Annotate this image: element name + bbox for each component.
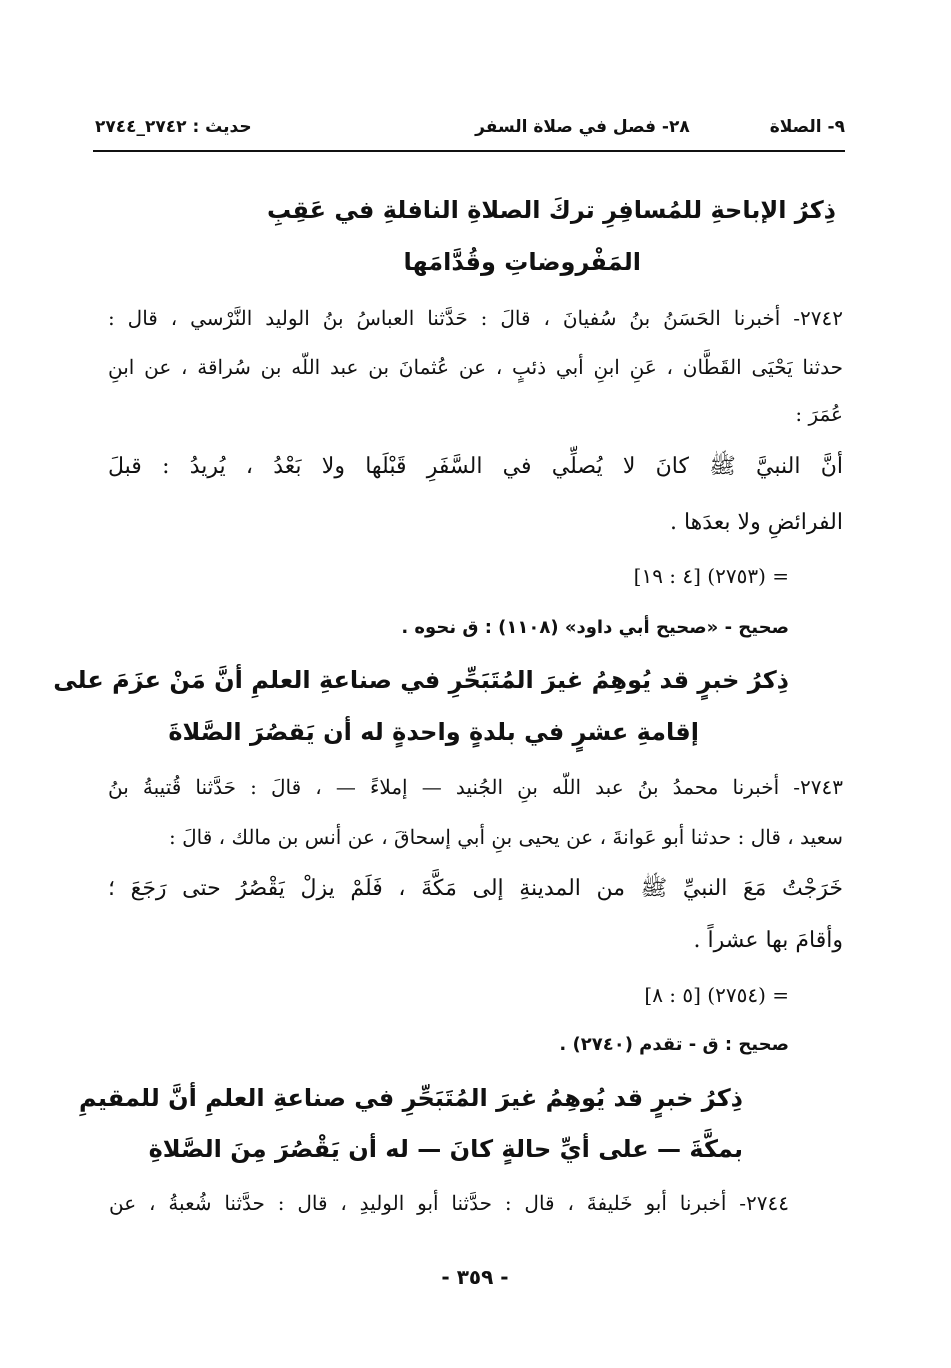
hadith-2743-matn-line-2: وأقامَ بها عشراً . bbox=[693, 928, 843, 953]
hadith-2743-isnad-line-2: سعيد ، قال : حدثنا أبو عَوانةَ ، عن يحيى بنِ أبي إسحاقَ ، عن أنس بن مالك ، قالَ : bbox=[169, 825, 843, 849]
header-section: ٢٨- فصل في صلاة السفر bbox=[475, 117, 690, 137]
chapter-heading-3-line-1: ذِكرُ خبرٍ قد يُوهِمُ غيرَ المُتَبَحِّرِ في صناعةِ العلمِ أنَّ للمقيمِ bbox=[79, 1084, 743, 1112]
hadith-2743-reference: = (٢٧٥٤) [٥ : ٨] bbox=[644, 983, 789, 1007]
hadith-2743-matn-line-1: خَرَجْتُ مَعَ النبيِّ ﷺ من المدينةِ إلى مَكَّةَ ، فَلَمْ يزلْ يَقْصُرُ حتى رَجَعَ ؛ bbox=[108, 876, 843, 901]
hadith-2742-matn-line-1: أنَّ النبيَّ ﷺ كانَ لا يُصلِّي في السَّفَرِ قَبْلَها ولا بَعْدُ ، يُريدُ : قبلَ bbox=[108, 454, 843, 479]
header-hadith-range: حديث : ٢٧٤٢_٢٧٤٤ bbox=[95, 117, 252, 137]
page-number: - ٣٥٩ - bbox=[441, 1265, 509, 1289]
chapter-heading-2-line-1: ذِكرُ خبرٍ قد يُوهِمُ غيرَ المُتَبَحِّرِ في صناعةِ العلمِ أنَّ مَنْ عزَمَ على bbox=[53, 666, 789, 694]
hadith-2742-isnad-line-2: حدثنا يَحْيَى القَطَّان ، عَنِ ابنِ أبي ذئبٍ ، عن عُثمانَ بن عبد اللّه بن سُراقة ، عن ابنِ bbox=[108, 355, 843, 379]
chapter-heading-2-line-2: إقامةِ عشرٍ في بلدةٍ واحدةٍ له أن يَقصُرَ الصَّلاةَ bbox=[168, 718, 699, 746]
chapter-heading-3-line-2: بمكَّةَ — على أيِّ حالةٍ كانَ — له أن يَقْصُرَ مِنَ الصَّلاةِ bbox=[148, 1135, 743, 1163]
hadith-2743-grade: صحيح : ق - تقدم (٢٧٤٠) . bbox=[559, 1034, 789, 1055]
hadith-2743-isnad-line-1: ٢٧٤٣- أخبرنا محمدُ بنُ عبد اللّه بنِ الجُنيد — إملاءً — ، قالَ : حَدَّثنا قُتيبةُ بنُ bbox=[108, 775, 843, 799]
header-chapter: ٩- الصلاة bbox=[769, 117, 845, 137]
hadith-2744-isnad-line-1: ٢٧٤٤- أخبرنا أبو خَليفةَ ، قال : حدَّثنا أبو الوليدِ ، قال : حدَّثنا شُعبةُ ، عن bbox=[109, 1191, 789, 1215]
hadith-2742-isnad-line-1: ٢٧٤٢- أخبرنا الحَسَنُ بنُ سُفيانَ ، قالَ : حَدَّثنا العباسُ بنُ الوليد النَّرْسي ، قال : bbox=[108, 306, 843, 330]
hadith-2742-matn-line-2: الفرائضِ ولا بعدَها . bbox=[669, 510, 843, 535]
hadith-2742-reference: = (٢٧٥٣) [٤ : ١٩] bbox=[633, 564, 789, 588]
running-header bbox=[95, 112, 845, 142]
chapter-heading-1-line-2: المَفْروضاتِ وقُدَّامَها bbox=[403, 248, 641, 276]
hadith-2742-grade: صحيح - «صحيح أبي داود» (١١٠٨) : ق نحوه . bbox=[401, 617, 789, 638]
header-rule bbox=[93, 150, 845, 152]
header-right bbox=[475, 117, 845, 137]
chapter-heading-1-line-1: ذِكرُ الإباحةِ للمُسافِرِ تركَ الصلاةِ النافلةِ في عَقِبِ bbox=[266, 196, 836, 224]
hadith-2742-isnad-line-3: عُمَرَ : bbox=[795, 402, 843, 426]
